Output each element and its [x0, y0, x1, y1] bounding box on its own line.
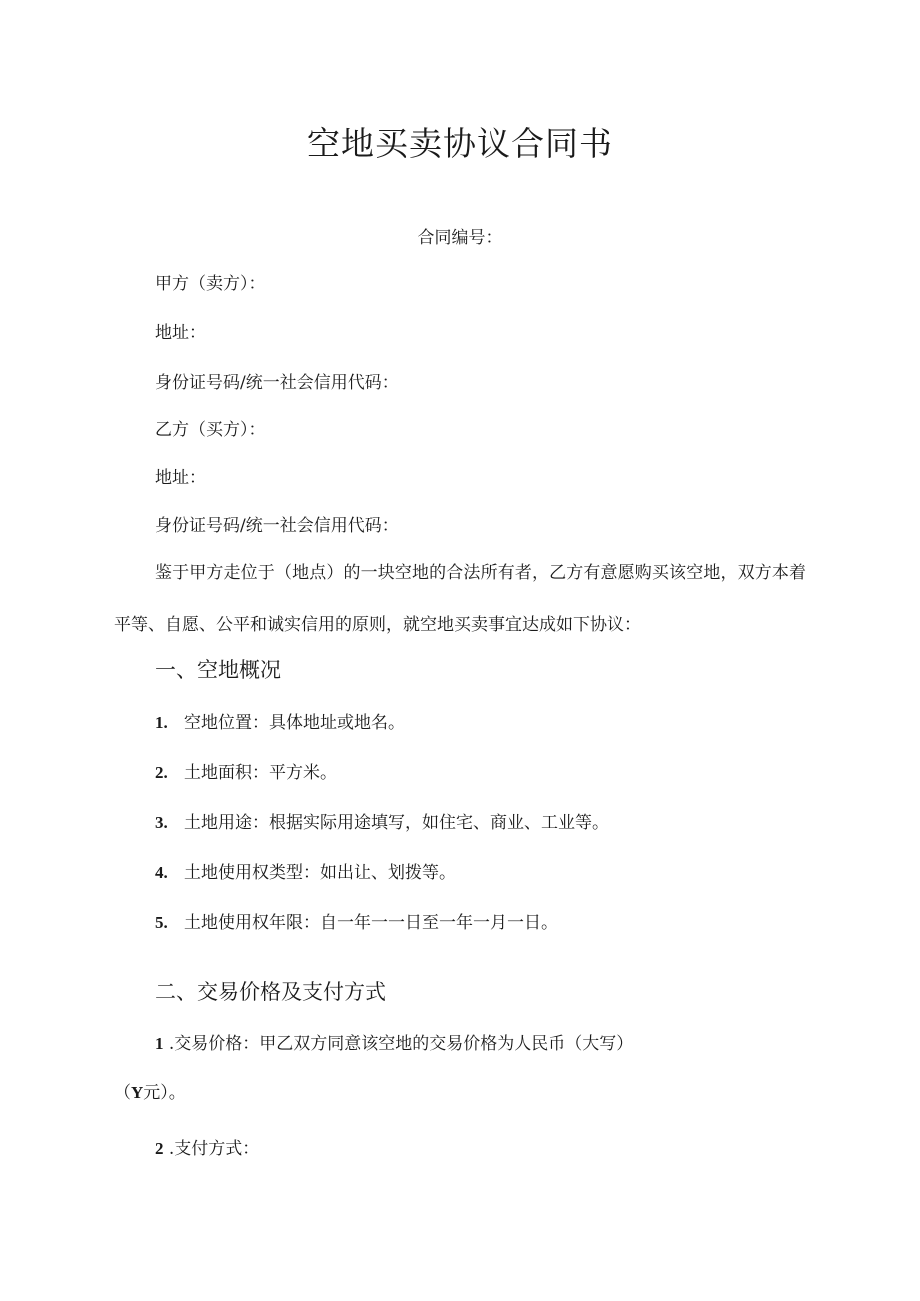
paren-open: （	[114, 1083, 131, 1103]
party-a-label: 甲方（卖方）：	[155, 274, 266, 294]
item-number: 1	[155, 1034, 164, 1053]
party-b-label: 乙方（买方）：	[155, 420, 266, 440]
item-text: 空地位置：具体地址或地名。	[184, 713, 405, 733]
party-a-address: 地址：	[155, 323, 206, 343]
section-1-heading: 一、空地概况	[155, 658, 281, 682]
section-1-item	[155, 811, 609, 835]
item-text: 土地使用权类型：如出让、划拨等。	[184, 863, 456, 883]
section-2-item-1	[155, 1032, 633, 1056]
currency-symbol: Y	[131, 1083, 144, 1102]
section-1-item	[155, 711, 405, 735]
section-1-item	[155, 861, 456, 885]
section-2-item-1-continued	[114, 1081, 186, 1105]
item-number: 1.	[155, 713, 168, 732]
preamble-paragraph: 鉴于甲方走位于（地点）的一块空地的合法所有者，乙方有意愿购买该空地，双方本着平等、自愿、公平和诚实信用的原则，就空地买卖事宜达成如下协议：	[114, 563, 806, 635]
item-text: 土地使用权年限：自一年一一日至一年一月一日。	[184, 913, 558, 933]
section-2-heading: 二、交易价格及支付方式	[155, 980, 386, 1004]
section-1-item	[155, 761, 337, 785]
party-b-id: 身份证号码/统一社会信用代码：	[155, 516, 399, 536]
item-number: 4.	[155, 863, 168, 882]
item-number: 2.	[155, 763, 168, 782]
item-number: 5.	[155, 913, 168, 932]
item-text: 土地用途：根据实际用途填写，如住宅、商业、工业等。	[184, 813, 609, 833]
item-text: .交易价格：甲乙双方同意该空地的交易价格为人民币（大写）	[168, 1034, 634, 1054]
document-title: 空地买卖协议合同书	[307, 124, 613, 163]
party-b-address: 地址：	[155, 468, 206, 488]
item-text: 土地面积：平方米。	[184, 763, 337, 783]
section-2-item-2	[155, 1137, 259, 1161]
section-1-item	[155, 911, 558, 935]
item-number: 3.	[155, 813, 168, 832]
contract-number-label: 合同编号：	[417, 228, 503, 248]
item-number: 2	[155, 1139, 164, 1158]
amount-suffix: 元）。	[143, 1083, 186, 1103]
party-a-id: 身份证号码/统一社会信用代码：	[155, 373, 399, 393]
item-text: .支付方式：	[168, 1139, 260, 1159]
